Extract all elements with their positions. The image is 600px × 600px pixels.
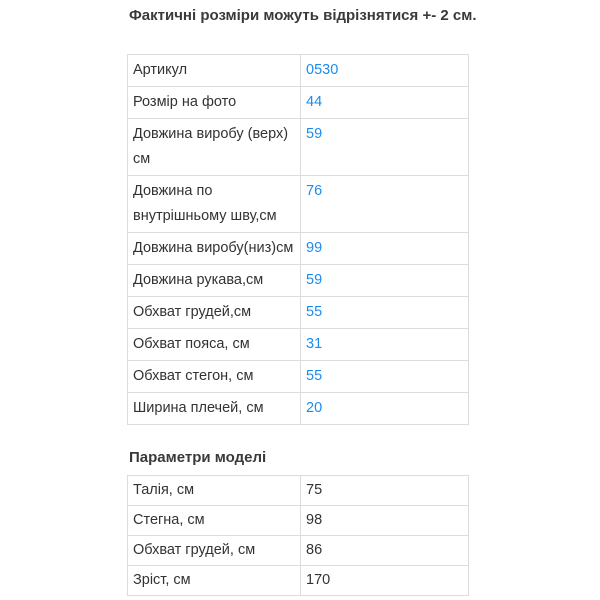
row-label: Обхват стегон, см [128,361,301,393]
table-row [128,536,469,566]
table-row [128,176,469,233]
row-label: Артикул [128,55,301,87]
table-row [128,393,469,425]
row-value: 20 [301,393,469,425]
table-row [128,329,469,361]
row-value: 75 [301,476,469,506]
row-label: Довжина по внутрішньому шву,см [128,176,301,233]
row-value: 55 [301,361,469,393]
row-label: Талія, см [128,476,301,506]
table-row [128,119,469,176]
row-value: 98 [301,506,469,536]
table-row [128,233,469,265]
row-label: Розмір на фото [128,87,301,119]
row-value: 170 [301,566,469,596]
row-value: 76 [301,176,469,233]
row-value: 0530 [301,55,469,87]
row-label: Обхват грудей,см [128,297,301,329]
row-label: Довжина рукава,см [128,265,301,297]
row-value: 59 [301,119,469,176]
row-label: Обхват пояса, см [128,329,301,361]
size-note-heading: Фактичні розміри можуть відрізнятися +- 2 см. [129,7,477,24]
table-row [128,265,469,297]
row-label: Стегна, см [128,506,301,536]
row-value: 86 [301,536,469,566]
row-value: 59 [301,265,469,297]
row-label: Довжина виробу (верх) см [128,119,301,176]
table-row [128,476,469,506]
row-value: 31 [301,329,469,361]
row-label: Зріст, см [128,566,301,596]
model-params-table [127,475,469,596]
table-row [128,361,469,393]
model-params-heading: Параметри моделі [129,449,267,466]
row-value: 99 [301,233,469,265]
row-label: Обхват грудей, см [128,536,301,566]
product-size-table [127,54,469,425]
table-row [128,87,469,119]
table-row [128,297,469,329]
row-label: Довжина виробу(низ)см [128,233,301,265]
table-row [128,506,469,536]
table-row [128,55,469,87]
row-value: 44 [301,87,469,119]
row-value: 55 [301,297,469,329]
row-label: Ширина плечей, см [128,393,301,425]
table-row [128,566,469,596]
